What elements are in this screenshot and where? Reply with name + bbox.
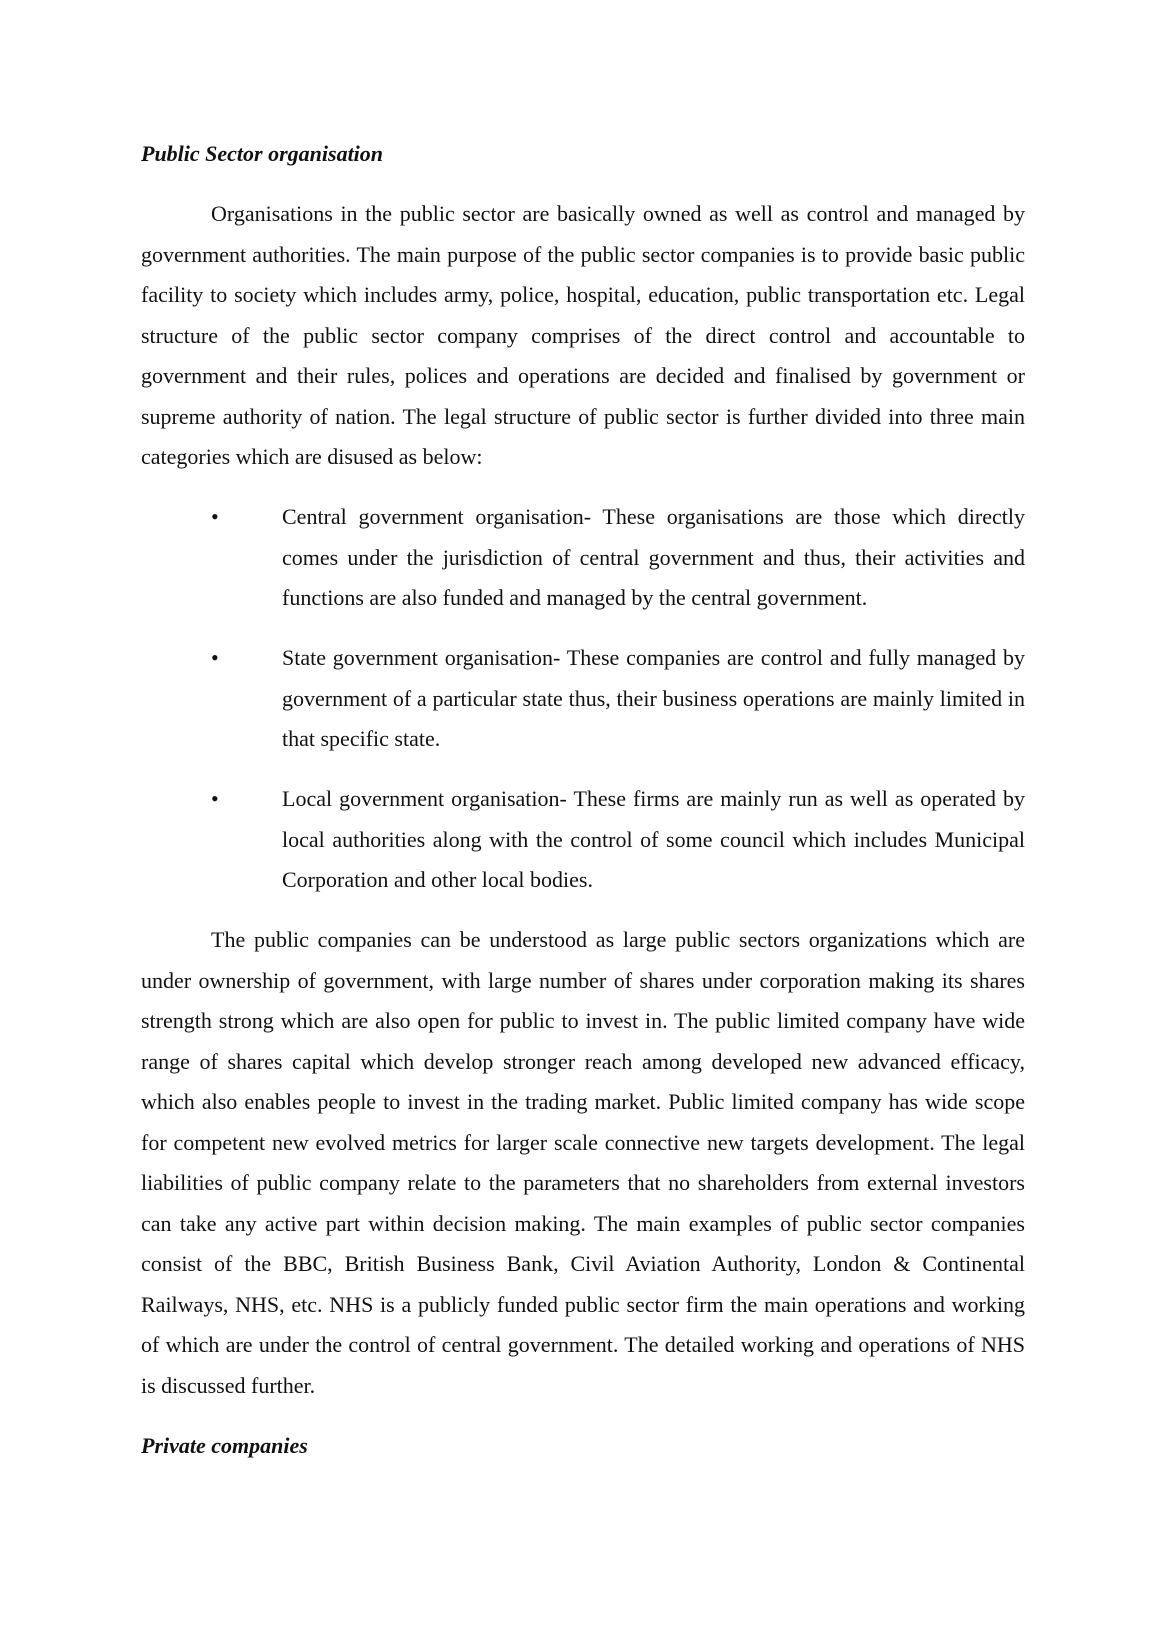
- document-page: [141, 134, 1025, 1486]
- list-item: [141, 497, 1025, 619]
- paragraph-intro: Organisations in the public sector are basically owned as well as control and managed by government authorities. The main purpose of the public sector companies is to provide basic public facility to society which includes army, police, hospital, education, public transportation etc. Legal structure of the public sector company comprises of the direct control and accountable to government and their rules, polices and operations are decided and finalised by government or supreme authority of nation. The legal structure of public sector is further divided into three main categories which are disused as below:: [141, 201, 1025, 469]
- section-heading-private-companies: Private companies: [141, 1432, 308, 1458]
- bullet-icon: •: [211, 504, 219, 529]
- list-item-text: Central government organisation- These organisations are those which directly comes under the jurisdiction of central government and thus, their activities and functions are also funded and managed by the central government.: [282, 504, 1025, 610]
- section-heading-public-sector: Public Sector organisation: [141, 141, 384, 166]
- bullet-icon: •: [211, 645, 219, 670]
- bullet-icon: •: [211, 786, 219, 811]
- paragraph-public-companies: The public companies can be understood as large public sectors organizations which are under ownership of government, with large number of shares under corporation making its shares strength strong which are also open for public to invest in. The public limited company have wide range of shares capital which develop stronger reach among developed new advanced efficacy, which also enables people to invest in the trading market. Public limited company has wide scope for competent new evolved metrics for larger scale connective new targets development. The legal liabilities of public company relate to the parameters that no shareholders from external investors can take any active part within decision making. The main examples of public sector companies consist of the BBC, British Business Bank, Civil Aviation Authority, London & Continental Railways, NHS, etc. NHS is a publicly funded public sector firm the main operations and working of which are under the control of central government. The detailed working and operations of NHS is discussed further.: [141, 927, 1025, 1398]
- list-item: [141, 638, 1025, 760]
- list-item-text: Local government organisation- These firms are mainly run as well as operated by local authorities along with the control of some council which includes Municipal Corporation and other local bodies.: [282, 786, 1025, 892]
- list-item-text: State government organisation- These companies are control and fully managed by government of a particular state thus, their business operations are mainly limited in that specific state.: [282, 645, 1025, 751]
- list-item: [141, 779, 1025, 901]
